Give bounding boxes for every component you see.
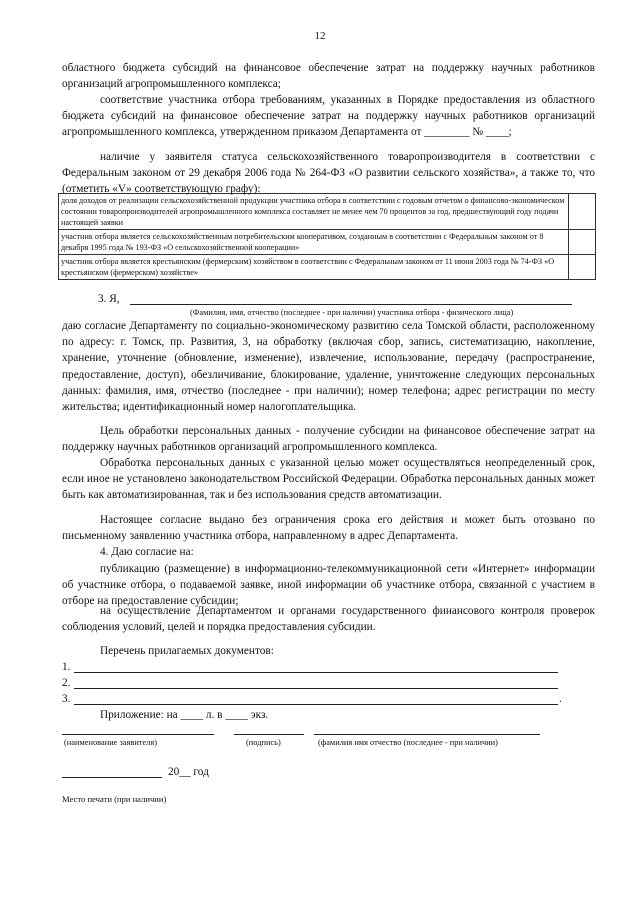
table-row — [59, 255, 596, 280]
appendix-line: Приложение: на ____ л. в ____ экз. — [100, 709, 269, 721]
paragraph-purpose — [62, 423, 595, 455]
signature-caption: (подпись) — [246, 738, 281, 747]
section-3-label: 3. Я, — [98, 293, 120, 305]
page-number: 12 — [314, 30, 326, 42]
document-line-2[interactable] — [74, 688, 558, 689]
document-line-3[interactable] — [74, 704, 558, 705]
paragraph-text: Настоящее согласие выдано без ограничения срока его действия и может быть отозвано по письменному заявлению участника отбора, направленному в адрес Департамента. — [62, 514, 595, 543]
document-line-1[interactable] — [74, 672, 558, 673]
full-name-caption: (фамилия имя отчество (последнее - при наличии) — [318, 738, 498, 747]
applicant-name-line[interactable] — [62, 734, 214, 735]
document-item-number: 1. — [62, 661, 71, 673]
paragraph-text: областного бюджета субсидий на финансовое обеспечение затрат на поддержку научных работников организаций агропромышленного комплекса; — [62, 62, 595, 91]
documents-title: Перечень прилагаемых документов: — [100, 645, 274, 657]
full-name-line[interactable] — [314, 734, 540, 735]
paragraph-text: публикацию (размещение) в информационно-телекоммуникационной сети «Интернет» информации об участнике отбора, о подаваемой заявке, иной информации об участнике отбора, связанной с участием в отборе на предоставление субсидии; — [62, 563, 595, 608]
checklist-text: доля доходов от реализации сельскохозяйственной продукции участника отбора в соответствии с годовым отчетом о финансово-экономическом состоянии товаропроизводителей агропромышленного комплекса составляет не менее чем 70 процентов за год, предшествующий году подачи настоящей заявки — [59, 194, 569, 230]
paragraph-text: Цель обработки персональных данных - получение субсидии на финансовое обеспечение затрат на поддержку научных работников организаций агропромышленного комплекса. — [62, 425, 595, 454]
document-item-number: 3. — [62, 693, 71, 705]
applicant-name-caption: (наименование заявителя) — [64, 738, 158, 747]
date-line[interactable] — [62, 777, 162, 778]
table-row — [59, 194, 596, 230]
document-list-end: . — [559, 693, 562, 705]
paragraph-text: наличие у заявителя статуса сельскохозяйственного товаропроизводителя в соответствии с Федеральным законом от 29 декабря 2006 года № 264-ФЗ «О развитии сельского хозяйства», а также то, что (отметить «V» соответствующую графу): — [62, 151, 595, 196]
paragraph-processing — [62, 455, 595, 504]
paragraph-consent — [62, 318, 595, 415]
checklist-table — [58, 193, 596, 280]
paragraph-text: соответствие участника отбора требованиям, указанных в Порядке предоставления из областного бюджета субсидий на финансовое обеспечение затрат на поддержку научных работников организаций агропромышленного комплекса, утвержденном приказом Департамента от ________ № ____; — [62, 94, 595, 139]
table-row — [59, 230, 596, 255]
paragraph-compliance — [62, 92, 595, 141]
name-caption: (Фамилия, имя, отчество (последнее - при наличии) участника отбора - физического лица) — [190, 308, 514, 317]
paragraph-text: Обработка персональных данных с указанной целью может осуществляться неопределенный срок, если иное не установлено законодательством Российской Федерации. Обработка персональных данных может быть как автоматизированная, так и без использования средств автоматизации. — [62, 457, 595, 502]
paragraph-section-4 — [62, 544, 595, 560]
paragraph-text: 4. Даю согласие на: — [100, 546, 194, 558]
checkbox-cell[interactable] — [569, 194, 596, 230]
paragraph-control — [62, 603, 595, 635]
checklist-text: участник отбора является крестьянским (фермерским) хозяйством в соответствии с Федеральным законом от 11 июня 2003 года № 74-ФЗ «О крестьянском (фермерском) хозяйстве» — [59, 255, 569, 280]
paragraph-text: даю согласие Департаменту по социально-экономическому развитию села Томской области, расположенному по адресу: г. Томск, пр. Развития, 3, на обработку (включая сбор, запись, систематизацию, накопление, хранение, уточнение (обновление, изменение), извлечение, использование, передачу (распространение, предоставление, доступ), обезличивание, блокирование, удаление, уничтожение следующих персональных данных: фамилия, имя, отчество (последнее - при наличии); номер телефона; адрес регистрации по месту жительства; идентификационный номер налогоплательщика. — [62, 320, 595, 414]
name-input-line[interactable] — [130, 304, 572, 305]
paragraph-budget — [62, 60, 595, 92]
checkbox-cell[interactable] — [569, 255, 596, 280]
seal-place: Место печати (при наличии) — [62, 794, 167, 804]
paragraph-status — [62, 149, 595, 198]
date-year: 20__ год — [168, 766, 209, 778]
checklist-text: участник отбора является сельскохозяйственным потребительским кооперативом, созданным в соответствии с Федеральным законом от 8 декабря 1995 года № 193-ФЗ «О сельскохозяйственной кооперации» — [59, 230, 569, 255]
paragraph-validity — [62, 512, 595, 544]
paragraph-text: на осуществление Департаментом и органами государственного финансового контроля проверок соблюдения условий, целей и порядка предоставления субсидии. — [62, 605, 595, 634]
checkbox-cell[interactable] — [569, 230, 596, 255]
signature-line[interactable] — [234, 734, 304, 735]
document-item-number: 2. — [62, 677, 71, 689]
